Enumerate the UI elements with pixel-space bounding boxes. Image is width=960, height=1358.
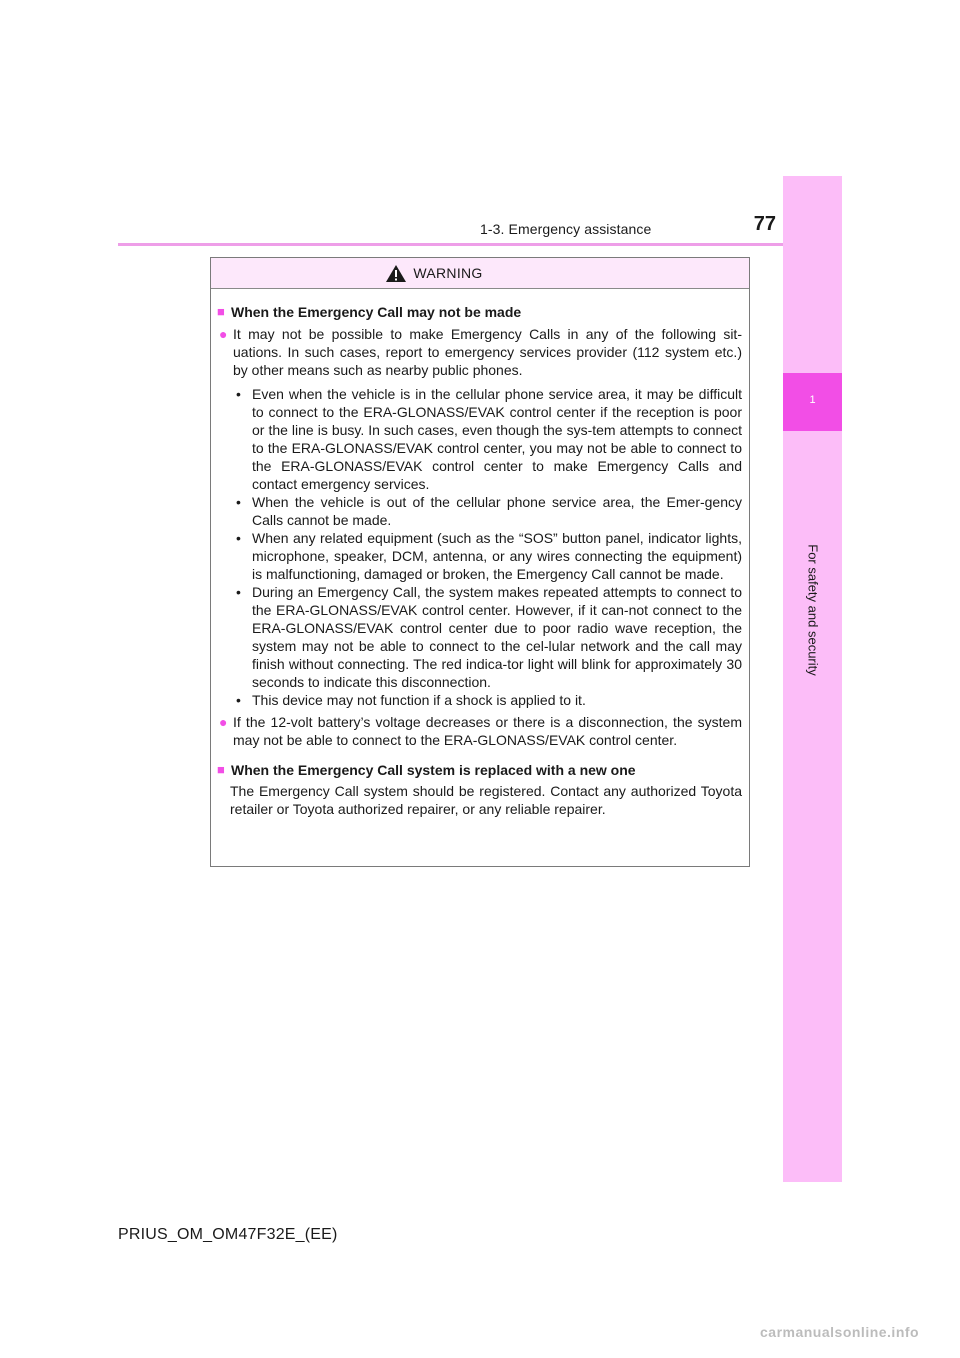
page-number: 77 xyxy=(753,213,776,235)
sub-bullet xyxy=(232,691,742,709)
warning-header xyxy=(211,258,749,289)
sub-bullet xyxy=(232,385,742,493)
sub-bullet-text: During an Emergency Call, the system makes repeated attempts to connect to the ERA-GLONASS/EVAK control center. However, if it can-not connect to the ERA-GLONASS/EVAK control center due to poor radio wave reception, the system may not be able to connect to the cel-lular network and the call may finish without connecting. The red indica-tor light will blink for approximately 30 seconds to indicate this disconnection. xyxy=(252,584,742,690)
circle-bullet-icon: ● xyxy=(219,326,228,342)
bullet-mark: • xyxy=(236,530,241,546)
section-heading xyxy=(217,761,742,779)
sub-bullet-text: This device may not function if a shock is applied to it. xyxy=(252,692,586,708)
section-paragraph: The Emergency Call system should be registered. Contact any authorized Toyota retailer or Toyota authorized repairer, or any reliable repairer. xyxy=(230,783,742,817)
chapter-number: 1 xyxy=(809,394,816,406)
sub-bullet xyxy=(232,493,742,529)
bullet-mark: • xyxy=(236,692,241,708)
sub-bullet-text: When the vehicle is out of the cellular phone service area, the Emer-gency Calls cannot be made. xyxy=(252,494,742,528)
bullet-mark: • xyxy=(236,584,241,600)
chapter-title: For safety and security xyxy=(805,544,820,676)
section-heading-text: When the Emergency Call may not be made xyxy=(231,304,522,320)
list-item xyxy=(217,325,742,379)
list-item xyxy=(217,713,742,749)
sub-bullet-text: Even when the vehicle is in the cellular phone service area, it may be difficult to connect to the ERA-GLONASS/EVAK control center if the reception is poor or the line is busy. In such cases, even though the sys-tem attempts to connect to the ERA-GLONASS/EVAK control center, you may not be able to connect to the ERA-GLONASS/EVAK control center to make Emergency Calls and contact emergency services. xyxy=(252,386,742,492)
bullet-mark: • xyxy=(236,386,241,402)
section-heading-text: When the Emergency Call system is replaced with a new one xyxy=(231,762,636,778)
circle-bullet-icon: ● xyxy=(219,714,228,730)
chapter-side-tab[interactable] xyxy=(783,176,842,1182)
warning-triangle-icon xyxy=(385,264,407,283)
warning-title: WARNING xyxy=(413,265,483,281)
sub-bullet xyxy=(232,529,742,583)
sub-bullet xyxy=(232,583,742,691)
document-code: PRIUS_OM_OM47F32E_(EE) xyxy=(118,1226,338,1243)
warning-body xyxy=(211,289,749,818)
section-header: 1-3. Emergency assistance xyxy=(480,221,652,237)
section-heading xyxy=(217,303,742,321)
square-bullet-icon: ■ xyxy=(217,304,225,319)
bullet-mark: • xyxy=(236,494,241,510)
watermark: carmanualsonline.info xyxy=(760,1324,920,1340)
header-divider xyxy=(118,243,842,246)
sub-bullet-list xyxy=(232,385,742,709)
warning-box xyxy=(210,257,750,867)
list-item-text: If the 12-volt battery’s voltage decreases or there is a disconnection, the system may not be able to connect to the ERA-GLONASS/EVAK control center. xyxy=(233,714,742,748)
list-item-text: It may not be possible to make Emergency Calls in any of the following sit-uations. In such cases, report to emergency services provider (112 system etc.) by other means such as nearby public phones. xyxy=(233,326,742,378)
square-bullet-icon: ■ xyxy=(217,762,225,777)
sub-bullet-text: When any related equipment (such as the “SOS” button panel, indicator lights, microphone, speaker, DCM, antenna, or any wires connecting the equipment) is malfunctioning, damaged or broken, the Emergency Call cannot be made. xyxy=(252,530,742,582)
